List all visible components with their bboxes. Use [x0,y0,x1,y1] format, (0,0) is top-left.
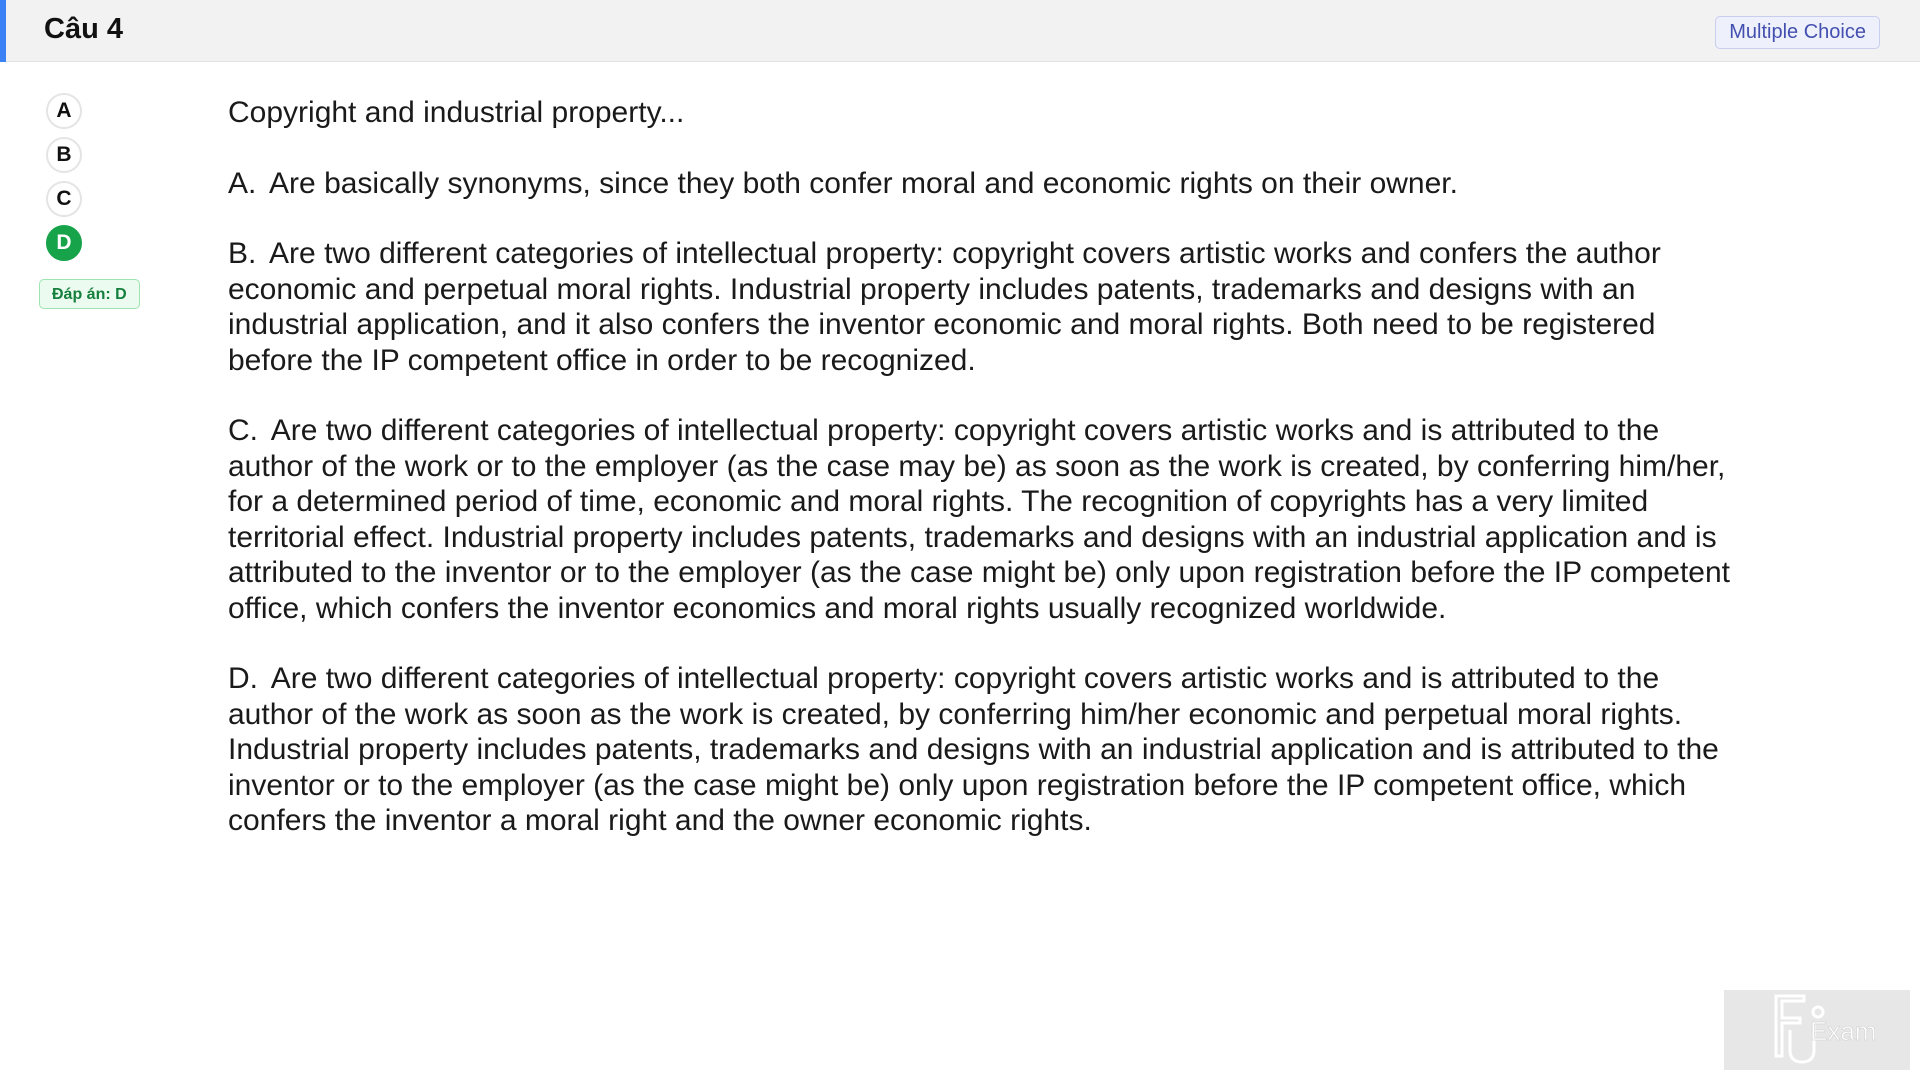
choice-d-button[interactable]: D [46,225,82,261]
option-b-text: Are two different categories of intellectual property: copyright covers artistic works and confers the author economic and perpetual moral rights. Industrial property includes patents, trademarks and designs with an industrial application, and it also confers the inventor economic and moral rights. Both need to be registered before the IP competent office in order to be recognized. [228,237,1661,377]
option-a-letter: A. [228,166,257,200]
option-d-letter: D. [228,662,258,695]
question-number-title: Câu 4 [44,13,123,45]
question-content [228,95,1748,874]
option-b [228,236,1748,378]
choice-b-button[interactable]: B [46,137,82,173]
question-header [0,0,1920,62]
choice-c-button[interactable]: C [46,181,82,217]
answer-choice-list [46,93,86,269]
choice-a-button[interactable]: A [46,93,82,129]
question-stem: Copyright and industrial property... [228,96,685,129]
option-b-letter: B. [228,237,257,270]
option-c-text: Are two different categories of intellectual property: copyright covers artistic works and is attributed to the author of the work or to the employer (as the case may be) as soon as the work is created, by conferring him/her, for a determined period of time, economic and moral rights. The recognition of copyrights has a very limited territorial effect. Industrial property includes patents, trademarks and designs with an industrial application and is attributed to the inventor or to the employer (as the case might be) only upon registration before the IP competent office, which confers the inventor economics and moral rights usually recognized worldwide. [228,414,1730,625]
option-a [228,166,1748,202]
fu-exam-logo-icon [1724,990,1910,1070]
header-accent-bar [0,0,6,62]
correct-answer-badge: Đáp án: D [39,279,140,309]
option-c [228,413,1748,626]
question-type-badge: Multiple Choice [1715,16,1880,49]
option-a-text: Are basically synonyms, since they both confer moral and economic rights on their owner. [269,166,1458,200]
option-d [228,661,1748,839]
option-d-text: Are two different categories of intellectual property: copyright covers artistic works and is attributed to the author of the work as soon as the work is created, by conferring him/her economic and perpetual moral rights. Industrial property includes patents, trademarks and designs with an industrial application and is attributed to the inventor or to the employer (as the case might be) only upon registration before the IP competent office, which confers the inventor a moral right and the owner economic rights. [228,662,1719,837]
svg-text:Exam: Exam [1810,1016,1877,1046]
option-c-letter: C. [228,414,258,447]
